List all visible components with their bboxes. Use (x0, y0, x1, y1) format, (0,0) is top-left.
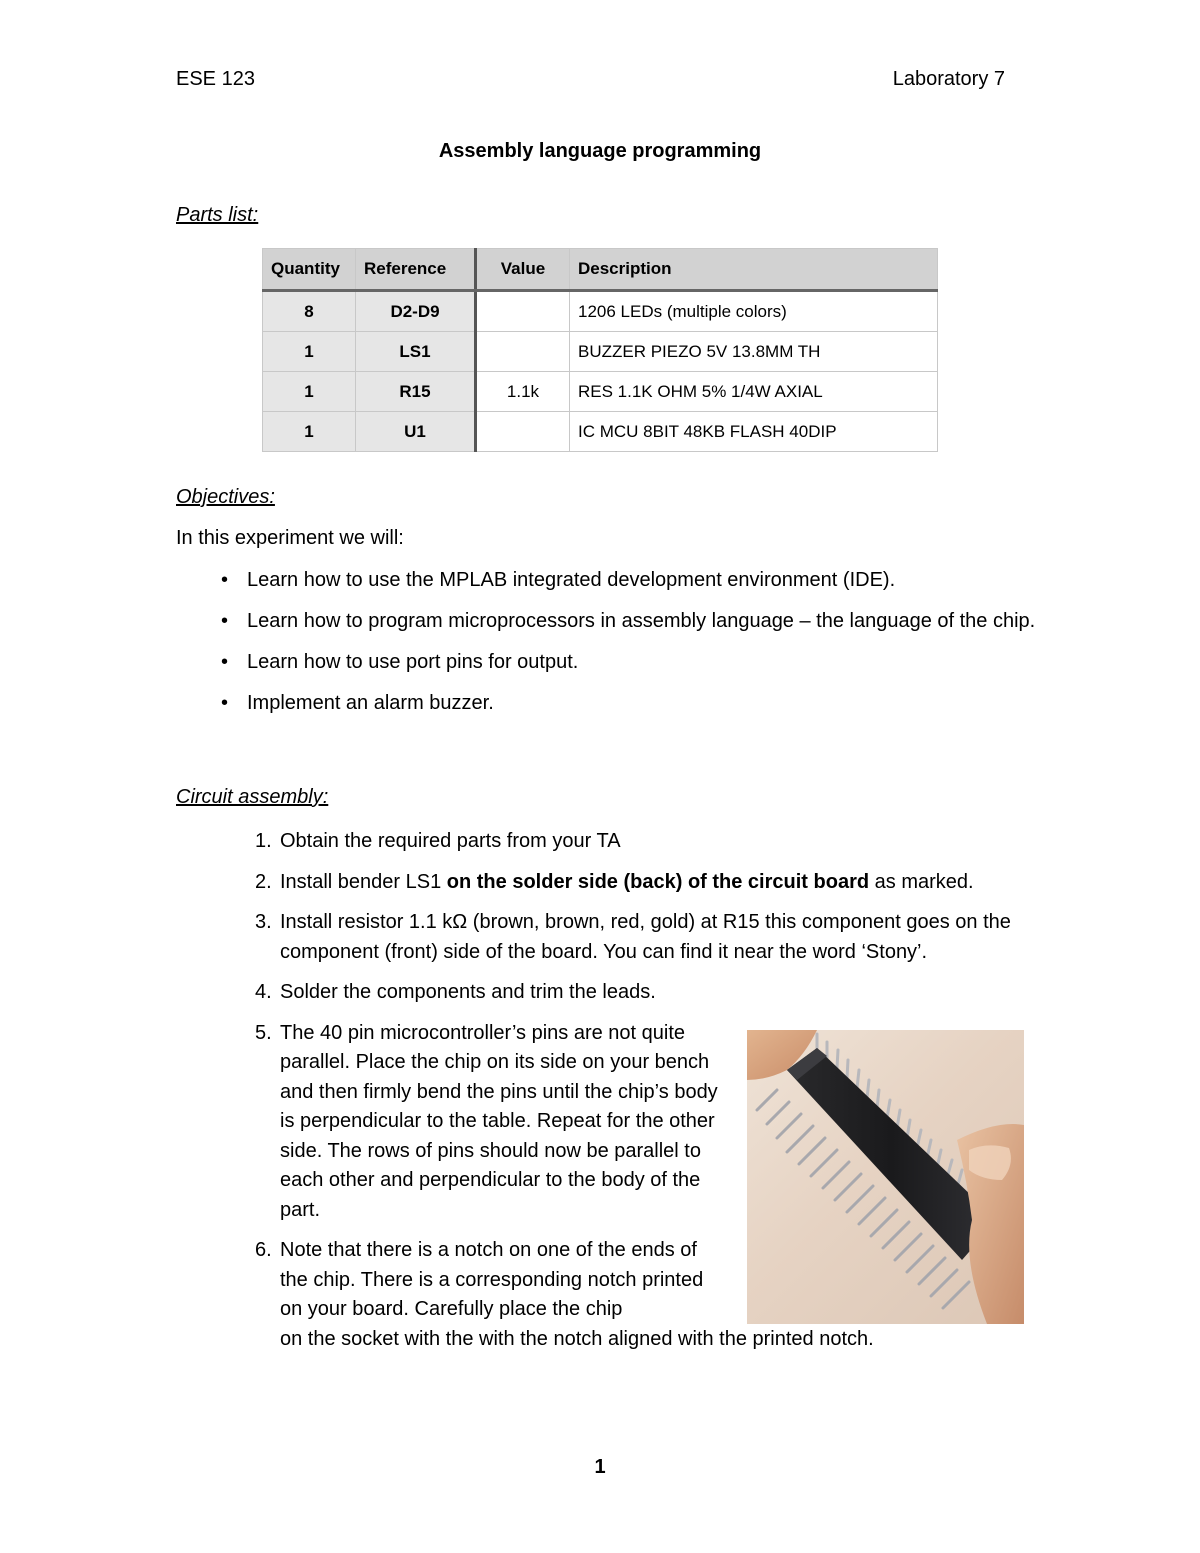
parts-table (262, 248, 938, 452)
col-value: Value (476, 249, 570, 291)
circuit-assembly-heading: Circuit assembly: (176, 786, 329, 808)
step-text: on the socket with the with the notch aligned with the printed notch. (280, 1327, 874, 1350)
cell-reference: LS1 (356, 332, 476, 372)
cell-quantity: 1 (263, 372, 356, 412)
cell-value (476, 332, 570, 372)
step-number: 3. (255, 911, 272, 933)
cell-value (476, 291, 570, 332)
step-text: Install resistor 1.1 kΩ (brown, brown, red, gold) at R15 this component goes on the component (front) side of the board. You can find it near the word ‘Stony’. (280, 911, 1011, 963)
col-description: Description (570, 249, 938, 291)
step-number: 1. (255, 830, 272, 852)
cell-value: 1.1k (476, 372, 570, 412)
cell-description: 1206 LEDs (multiple colors) (570, 291, 938, 332)
list-item: • Learn how to use port pins for output. (176, 648, 1036, 677)
list-item (176, 978, 1036, 1008)
step-number: 6. (255, 1239, 272, 1261)
step-number: 5. (255, 1021, 272, 1044)
list-item (176, 908, 1036, 967)
table-header-row (263, 249, 938, 291)
step-text: Solder the components and trim the leads. (280, 981, 656, 1003)
cell-description: IC MCU 8BIT 48KB FLASH 40DIP (570, 412, 938, 452)
objectives-heading: Objectives: (176, 486, 275, 508)
step-text: Install bender LS1 (280, 870, 447, 893)
objectives-intro: In this experiment we will: (176, 527, 404, 549)
chip-pins-photo (747, 1030, 1024, 1324)
course-code: ESE 123 (176, 68, 255, 90)
step-text-bold: on the solder side (back) of the circuit board (446, 870, 870, 893)
page-number: 1 (594, 1456, 606, 1478)
col-reference: Reference (356, 249, 476, 291)
step-text: Note that there is a notch on one of the ends of the chip. There is a corresponding notch printed on your board. Carefully place the chip (280, 1239, 704, 1320)
list-item (176, 827, 1036, 857)
lab-number: Laboratory 7 (892, 68, 1005, 90)
objectives-list (176, 566, 1036, 730)
list-item: • Learn how to program microprocessors in assembly language – the language of the chip. (176, 607, 1036, 636)
cell-quantity: 8 (263, 291, 356, 332)
page-title: Assembly language programming (438, 140, 762, 162)
cell-reference: D2-D9 (356, 291, 476, 332)
table-row (263, 332, 938, 372)
cell-description: BUZZER PIEZO 5V 13.8MM TH (570, 332, 938, 372)
cell-reference: R15 (356, 372, 476, 412)
list-item: • Learn how to use the MPLAB integrated development environment (IDE). (176, 566, 1036, 595)
cell-value (476, 412, 570, 452)
step-text: Obtain the required parts from your TA (280, 830, 621, 852)
parts-list-heading: Parts list: (176, 204, 259, 226)
cell-reference: U1 (356, 412, 476, 452)
step-number: 4. (255, 981, 272, 1003)
list-item (176, 868, 1036, 898)
step-number: 2. (255, 870, 272, 893)
list-item: • Implement an alarm buzzer. (176, 689, 1036, 718)
col-quantity: Quantity (263, 249, 356, 291)
table-row (263, 412, 938, 452)
step-text: The 40 pin microcontroller’s pins are not quite parallel. Place the chip on its side on your bench and then firmly bend the pins until the chip’s body is perpendicular to the table. Repeat for the other side. The rows of pins should now be parallel to each other and perpendicular to the body of the part. (280, 1021, 718, 1221)
cell-description: RES 1.1K OHM 5% 1/4W AXIAL (570, 372, 938, 412)
step-text: as marked. (869, 870, 974, 893)
table-row (263, 291, 938, 332)
table-row (263, 372, 938, 412)
cell-quantity: 1 (263, 332, 356, 372)
cell-quantity: 1 (263, 412, 356, 452)
